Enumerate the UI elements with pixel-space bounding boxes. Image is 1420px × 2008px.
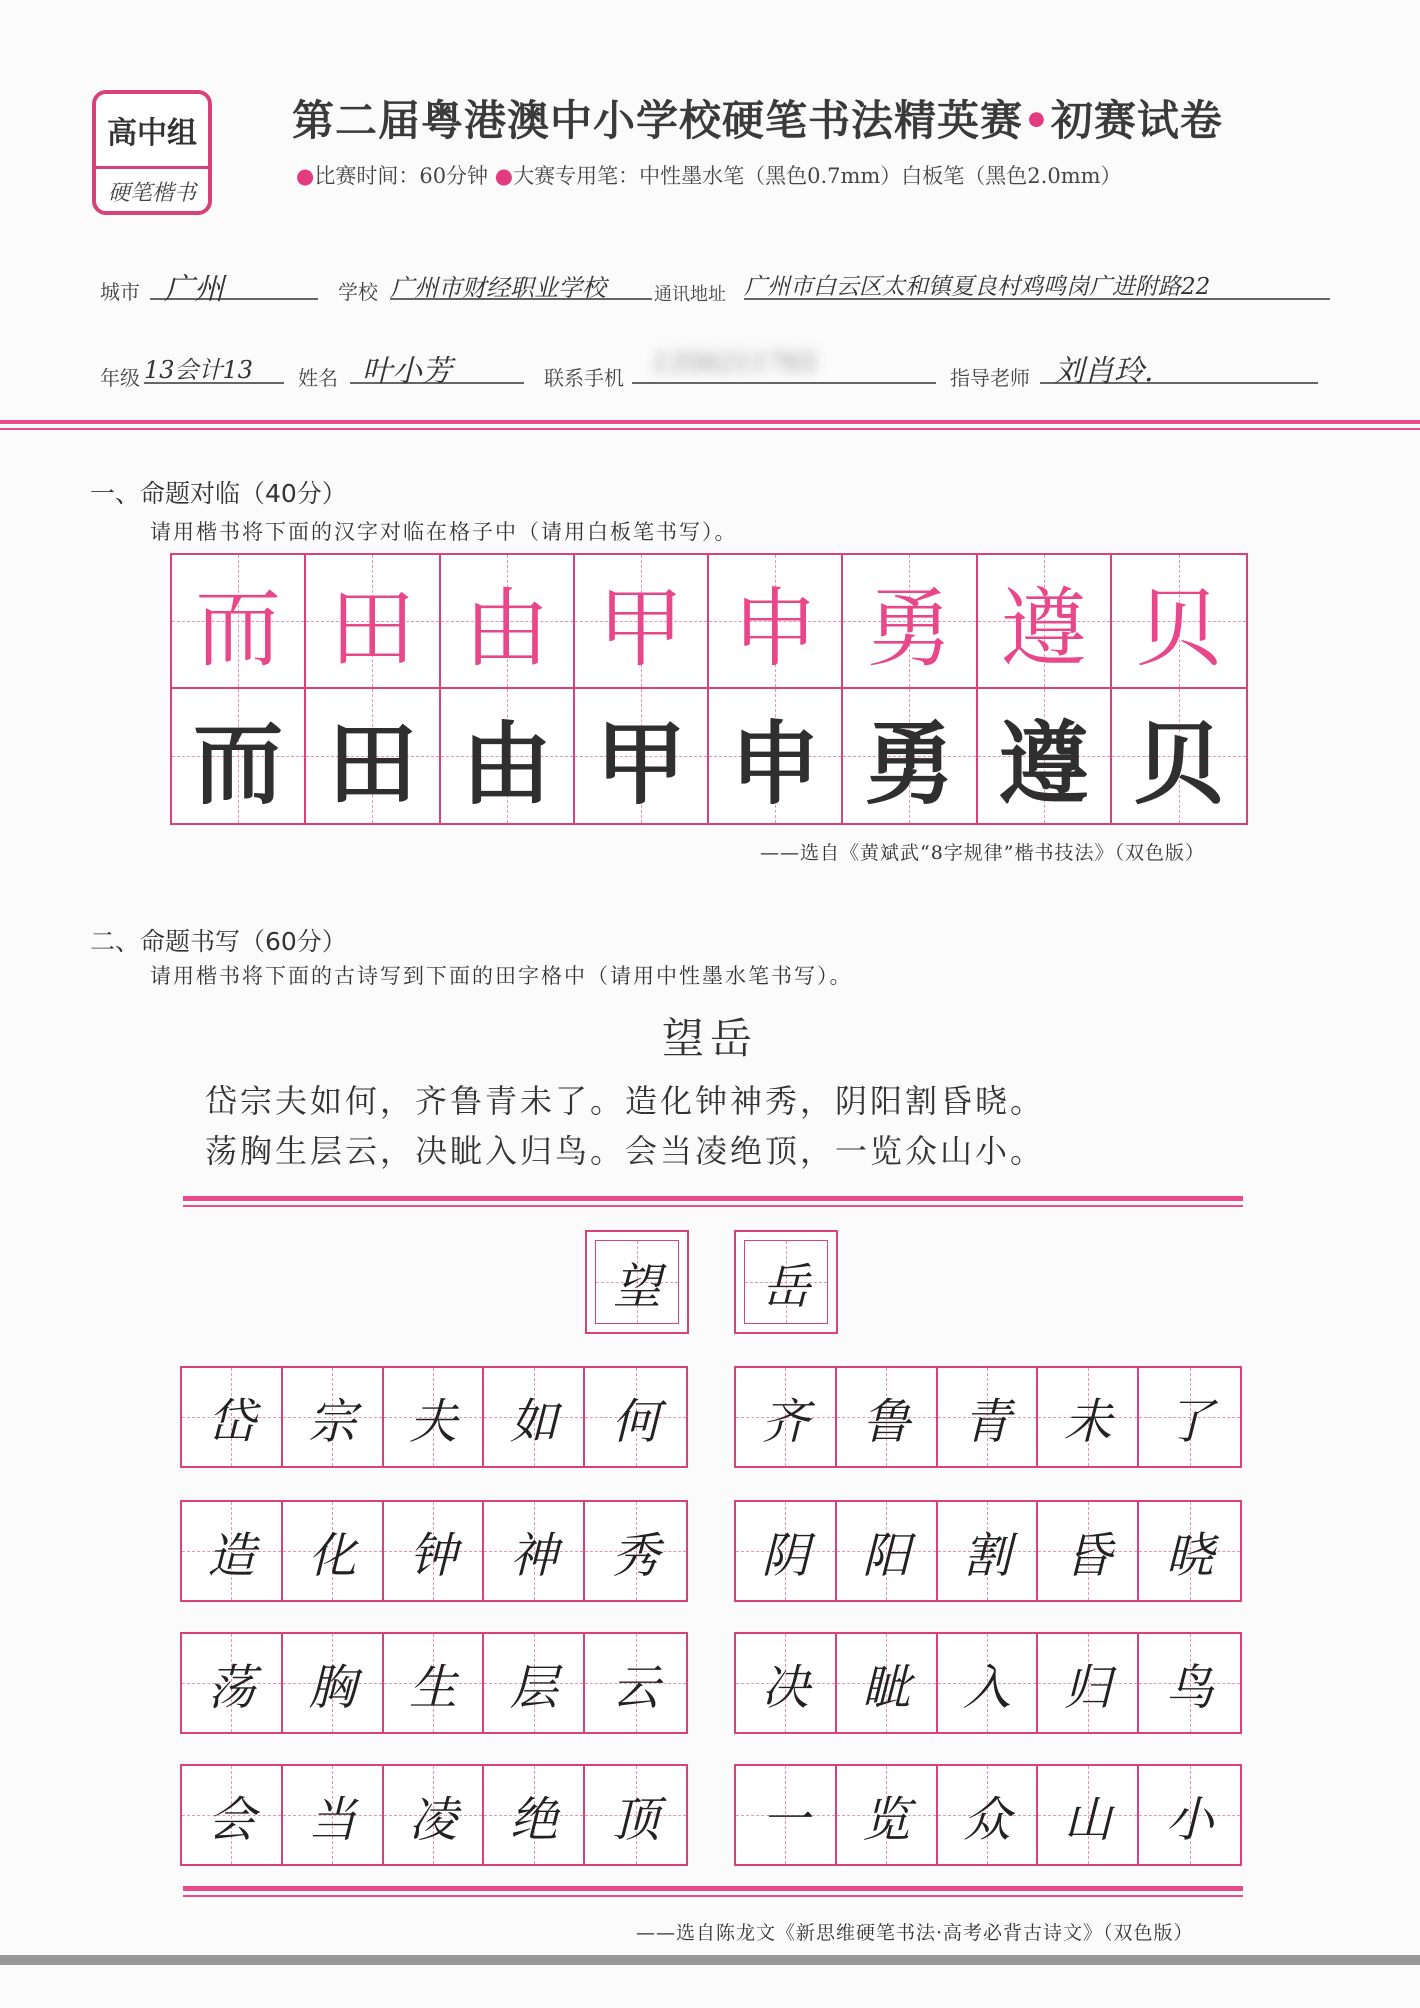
writing-cell[interactable] [283,1634,384,1732]
copy-grid [170,553,1248,825]
written-char: 小 [1165,1791,1214,1848]
writing-grid-left [180,1500,688,1602]
written-char: 胸 [308,1659,357,1716]
written-char: 顶 [611,1791,660,1848]
writing-grid-right [734,1366,1242,1468]
copy-cell[interactable] [441,689,575,823]
writing-cell[interactable] [1139,1766,1240,1864]
writing-cell[interactable] [837,1502,938,1600]
writing-grid-right [734,1764,1242,1866]
grade-value: 13会计13 [144,356,254,384]
section1-credit: ——选自《黄斌武“8字规律”楷书技法》（双色版） [760,842,1206,864]
copy-char: 由 [461,712,552,817]
written-char: 割 [962,1527,1011,1584]
written-char: 秀 [611,1527,660,1584]
poem-line: 岱宗夫如何，齐鲁青未了。造化钟神秀，阴阳割昏晓。 [205,1082,1046,1120]
exam-time: 比赛时间：60分钟 [314,164,489,188]
model-cell [1112,555,1246,689]
name-value: 叶小芳 [362,354,452,389]
name-label: 姓名 [298,366,338,390]
poem-title: 望岳 [661,1014,758,1063]
model-char: 甲 [597,579,684,679]
written-char: 一 [761,1791,810,1848]
written-title-char: 望 [612,1258,661,1315]
writing-cell[interactable] [384,1502,485,1600]
title-main: 第二届粤港澳中小学校硬笔书法精英赛 [292,96,1024,145]
school-value: 广州市财经职业学校 [390,274,606,302]
writing-cell[interactable] [283,1368,384,1466]
header-divider [0,420,1420,424]
written-title-char: 岳 [761,1258,810,1315]
written-char: 山 [1063,1791,1112,1848]
writing-cell[interactable] [736,1502,837,1600]
writing-cell[interactable] [1038,1766,1139,1864]
copy-cell[interactable] [709,689,843,823]
writing-grid-left [180,1632,688,1734]
written-char: 神 [509,1527,558,1584]
copy-char: 勇 [864,712,955,817]
written-char: 岱 [207,1393,256,1450]
writing-cell[interactable] [938,1634,1039,1732]
written-char: 归 [1063,1659,1112,1716]
written-char: 览 [862,1791,911,1848]
written-char: 青 [962,1393,1011,1450]
teacher-label: 指导老师 [950,366,1030,390]
copy-char: 遵 [998,712,1089,817]
scan-edge-bar [0,1955,1420,1965]
written-char: 化 [308,1527,357,1584]
header-divider-thin [0,428,1420,430]
model-cell [306,555,440,689]
written-char: 眦 [862,1659,911,1716]
writing-cell[interactable] [736,1766,837,1864]
copy-cell[interactable] [978,689,1112,823]
model-cell [978,555,1112,689]
writing-cell[interactable] [283,1766,384,1864]
written-char: 入 [962,1659,1011,1716]
model-char: 申 [732,579,819,679]
writing-cell[interactable] [736,1634,837,1732]
written-char: 钟 [408,1527,457,1584]
written-char: 如 [509,1393,558,1450]
badge-category-label: 硬笔楷书 [107,180,196,206]
exam-pen: 大赛专用笔：中性墨水笔（黑色0.7mm）白板笔（黑色2.0mm） [513,164,1122,188]
teacher-value: 刘肖玲. [1054,354,1154,389]
phone-label: 联系手机 [544,366,624,390]
writing-cell[interactable] [182,1368,283,1466]
phone-value: 1356211765 [652,348,818,378]
model-char: 遵 [1000,579,1087,679]
writing-cell[interactable] [585,1502,686,1600]
writing-grid-left [180,1764,688,1866]
written-char: 鸟 [1165,1659,1214,1716]
city-value: 广州 [164,272,224,307]
title-char-box[interactable] [585,1230,689,1334]
written-char: 鲁 [862,1393,911,1450]
written-char: 当 [308,1791,357,1848]
phone-field[interactable] [632,346,936,384]
title-dot: • [1023,96,1051,145]
writing-cell[interactable] [182,1766,283,1864]
group-badge [92,90,212,215]
writing-grid-right [734,1632,1242,1734]
section2-instruction: 请用楷书将下面的古诗写到下面的田字格中（请用中性墨水笔书写）。 [150,964,853,988]
model-cell [575,555,709,689]
section2-credit: ——选自陈龙文《新思维硬笔书法·高考必背古诗文》（双色版） [636,1922,1194,1944]
copy-cell[interactable] [843,689,977,823]
writing-grid-right [734,1500,1242,1602]
writing-cell[interactable] [585,1368,686,1466]
writing-cell[interactable] [1139,1368,1240,1466]
school-field[interactable] [390,262,652,300]
written-char: 决 [761,1659,810,1716]
writing-cell[interactable] [182,1502,283,1600]
model-cell [172,555,306,689]
bullet-icon: ● [296,164,315,188]
writing-cell[interactable] [837,1368,938,1466]
name-field[interactable] [350,346,524,389]
section1-instruction: 请用楷书将下面的汉字对临在格子中（请用白板笔书写）。 [150,520,738,544]
city-field[interactable] [150,262,318,307]
poem-line: 荡胸生层云，决眦入归鸟。会当凌绝顶，一览众山小。 [205,1132,1046,1170]
writing-cell[interactable] [938,1766,1039,1864]
copy-cell[interactable] [306,689,440,823]
written-char: 绝 [509,1791,558,1848]
section1-heading: 一、命题对临（40分） [90,479,347,508]
address-label: 通讯地址 [654,284,726,305]
written-char: 了 [1165,1393,1214,1450]
writing-cell[interactable] [484,1766,585,1864]
copy-cell[interactable] [172,689,306,823]
writing-cell[interactable] [484,1368,585,1466]
written-char: 何 [611,1393,660,1450]
writing-cell[interactable] [1038,1368,1139,1466]
writing-cell[interactable] [938,1502,1039,1600]
copy-char: 贝 [1133,712,1224,817]
copy-char: 申 [730,712,821,817]
written-char: 云 [611,1659,660,1716]
teacher-field[interactable] [1040,346,1318,389]
model-char: 田 [329,579,416,679]
writing-cell[interactable] [1038,1502,1139,1600]
written-char: 未 [1063,1393,1112,1450]
written-char: 宗 [308,1393,357,1450]
model-char: 而 [195,579,282,679]
written-char: 会 [207,1791,256,1848]
school-label: 学校 [338,280,378,304]
written-char: 造 [207,1527,256,1584]
written-char: 凌 [408,1791,457,1848]
written-char: 夫 [408,1393,457,1450]
writing-cell[interactable] [484,1502,585,1600]
writing-cell[interactable] [484,1634,585,1732]
writing-cell[interactable] [585,1634,686,1732]
written-char: 生 [408,1659,457,1716]
writing-cell[interactable] [384,1634,485,1732]
writing-cell[interactable] [736,1368,837,1466]
writing-cell[interactable] [837,1634,938,1732]
writing-cell[interactable] [585,1766,686,1864]
grade-label: 年级 [100,366,140,390]
written-char: 昏 [1063,1527,1112,1584]
written-char: 晓 [1165,1527,1214,1584]
model-cell [843,555,977,689]
written-char: 荡 [207,1659,256,1716]
model-cell [709,555,843,689]
writing-cell[interactable] [938,1368,1039,1466]
copy-cell[interactable] [575,689,709,823]
title-tail: 初赛试卷 [1050,96,1223,145]
copy-char: 田 [327,712,418,817]
page-title [292,88,1352,148]
grade-field[interactable] [144,346,284,384]
written-char: 众 [962,1791,1011,1848]
bullet-icon: ● [494,164,514,188]
writing-cell[interactable] [384,1368,485,1466]
writing-cell[interactable] [837,1766,938,1864]
copy-char: 而 [193,712,284,817]
model-char: 由 [463,579,550,679]
copy-cell[interactable] [1112,689,1246,823]
writing-cell[interactable] [182,1634,283,1732]
badge-group-label: 高中组 [107,116,197,151]
written-char: 齐 [761,1393,810,1450]
written-char: 层 [509,1659,558,1716]
title-char-box[interactable] [734,1230,838,1334]
written-char: 阴 [761,1527,810,1584]
written-char: 阳 [862,1527,911,1584]
address-field[interactable] [744,262,1330,300]
copy-char: 甲 [595,712,686,817]
poem-divider [183,1196,1243,1207]
writing-cell[interactable] [1038,1634,1139,1732]
bottom-divider [183,1886,1243,1897]
model-char: 勇 [866,579,953,679]
writing-grid-left [180,1366,688,1468]
model-cell [441,555,575,689]
exam-info-line [296,160,1122,190]
writing-cell[interactable] [1139,1502,1240,1600]
model-char: 贝 [1135,579,1222,679]
section2-heading: 二、命题书写（60分） [90,927,347,956]
badge-divider [96,166,208,169]
writing-cell[interactable] [384,1766,485,1864]
writing-cell[interactable] [283,1502,384,1600]
city-label: 城市 [100,280,140,304]
writing-cell[interactable] [1139,1634,1240,1732]
address-value: 广州市白云区太和镇夏良村鸡鸣岗广进附路22 [744,274,1211,300]
